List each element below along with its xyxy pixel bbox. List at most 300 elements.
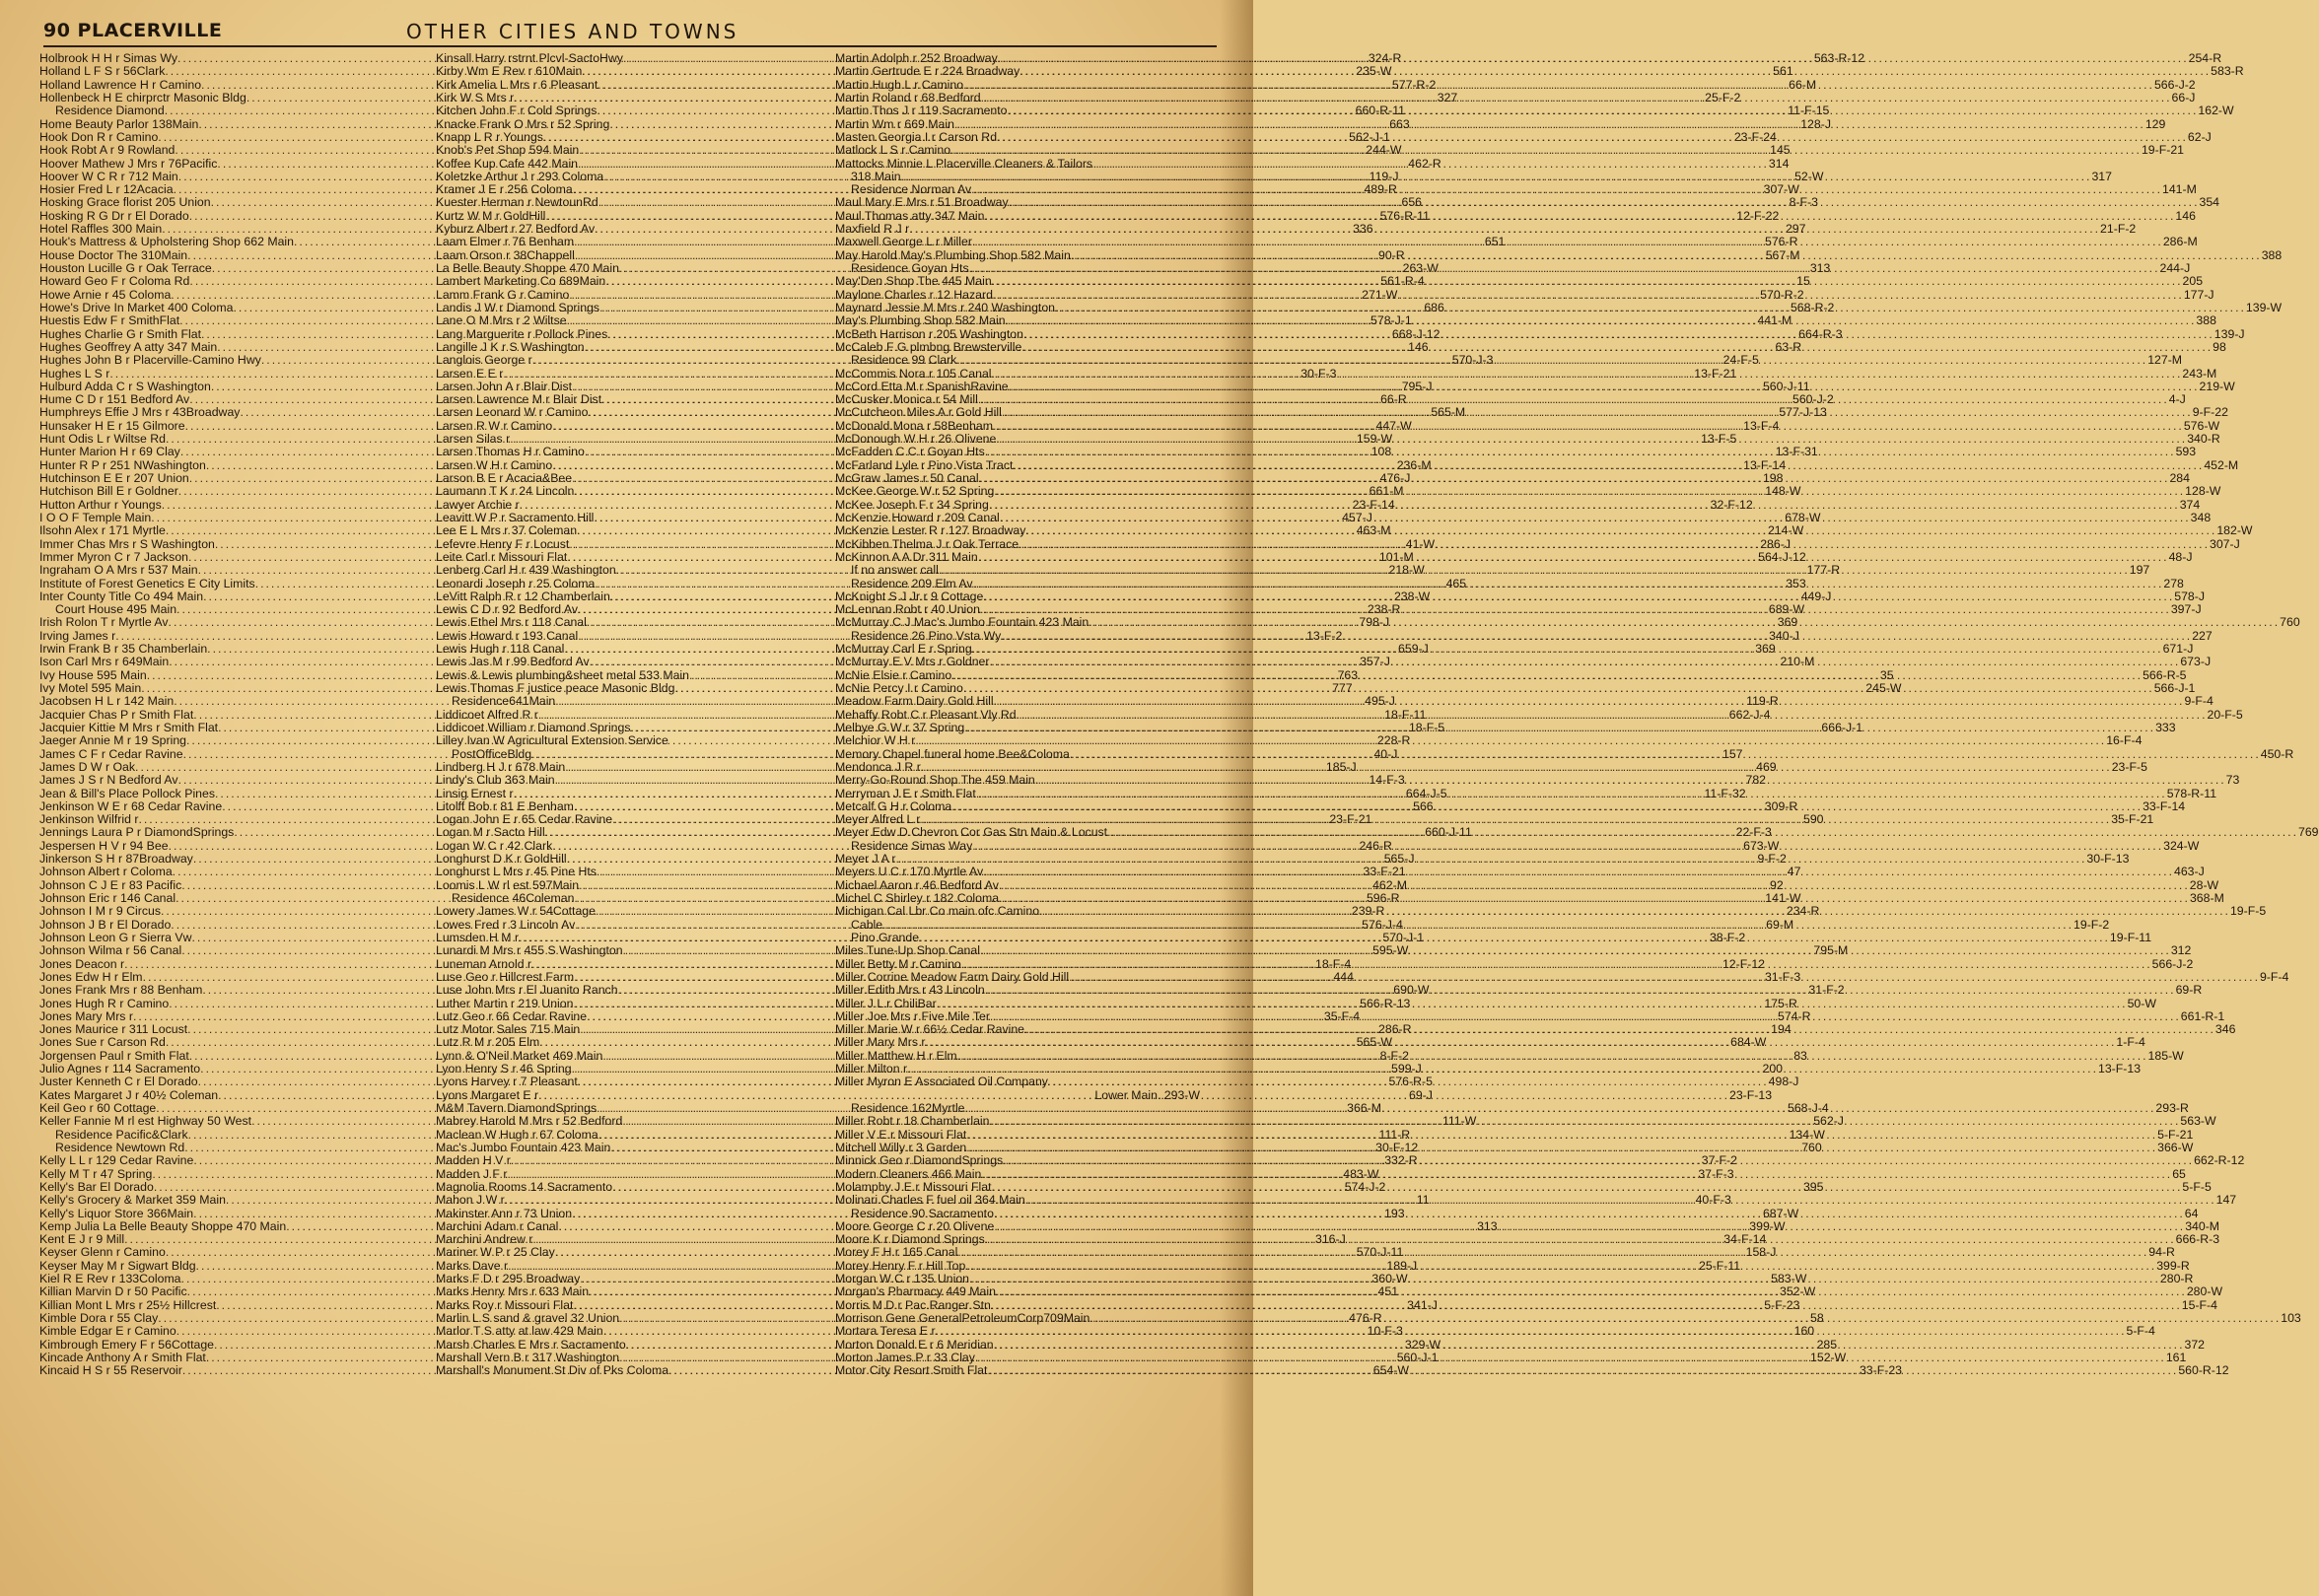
- leader-dots: [978, 393, 2169, 406]
- listing-name: House Doctor The 310Main: [39, 247, 188, 262]
- phone-number: 200: [1762, 1062, 1784, 1076]
- phone-number: 666-R-3: [2175, 1232, 2220, 1247]
- listing-name: Luneman Arnold r: [436, 956, 532, 971]
- listing-name: Marshall's Monument St Div of Pks Coloma: [436, 1363, 669, 1378]
- phone-number: 23-F-21: [1329, 812, 1372, 827]
- phone-number: 9-F-2: [1757, 852, 1787, 867]
- phone-number: 286-M: [2162, 235, 2198, 249]
- listing-name: Kurtz W M r GoldHill: [436, 208, 546, 223]
- listing-name: Johnson I M r 9 Circus: [39, 904, 162, 919]
- leader-dots: [1089, 616, 2280, 629]
- listing-name: McMurray E V Mrs r Goldner: [835, 655, 990, 669]
- leader-dots: [991, 1299, 2182, 1312]
- phone-number: 560-R-12: [2178, 1363, 2229, 1378]
- phone-number: 388: [2261, 247, 2283, 262]
- listing-name: Hoover W C R r 712 Main: [39, 169, 178, 183]
- listing-name: Mattocks Minnie L Placerville Cleaners & Tailors: [835, 156, 1093, 171]
- phone-number: 795-M: [1813, 943, 1849, 958]
- listing-name: Keil Geo r 60 Cottage: [39, 1101, 157, 1115]
- listing-name: Lynn & O'Neil Market 469 Main: [436, 1048, 603, 1063]
- leader-dots: [1001, 630, 2192, 643]
- listing-name: Moore K r Diamond Springs: [835, 1232, 985, 1247]
- phone-number: 32-F-12: [1710, 497, 1753, 512]
- phone-number: 13-F-14: [1743, 457, 1787, 472]
- phone-number: 689-W: [1768, 602, 1805, 617]
- leader-dots: [957, 1050, 2148, 1063]
- listing-name: Logan W C r 42 Clark: [436, 838, 553, 853]
- phone-number: 286-R: [1378, 1022, 1412, 1037]
- phone-number: 574-R: [1778, 1008, 1811, 1023]
- listing-name: Laam Orson r 38Chappell: [436, 247, 575, 262]
- phone-number: 177-J: [2183, 287, 2214, 302]
- phone-number: 35: [1879, 667, 1894, 682]
- listing-name: McCord Etta M r SpanishRavine: [835, 379, 1009, 393]
- listing-name: Johnson Leon G r Sierra Vw: [39, 930, 192, 944]
- listing-name: Kirk Amelia L Mrs r 6 Pleasant: [436, 77, 598, 92]
- phone-number: 210-M: [1780, 655, 1815, 669]
- listing-name: Magnolia Rooms 14 Sacramento: [436, 1179, 613, 1194]
- listing-name: Hotel Raffles 300 Main: [39, 222, 163, 237]
- listing-name: Martin Wm r 669 Main: [835, 116, 954, 131]
- phone-number: 565-W: [1356, 1035, 1392, 1050]
- listing-name: Melchior W H r: [835, 733, 916, 748]
- leader-dots: [985, 210, 2176, 223]
- phone-number: 278: [2163, 576, 2184, 590]
- phone-number: 354: [2199, 195, 2220, 210]
- phone-number: 366-W: [2157, 1140, 2194, 1154]
- leader-dots: [921, 761, 2112, 774]
- listing-name: McLennan Robt r 40 Union: [835, 602, 980, 617]
- leader-dots: [994, 1208, 2185, 1220]
- phone-number: 127-M: [2147, 353, 2183, 368]
- listing-name: McCaleb F G plmbng Brewsterville: [835, 339, 1022, 354]
- phone-number: 159-W: [1356, 432, 1393, 447]
- phone-number: 576-R-11: [1379, 208, 1430, 223]
- phone-number: 463-M: [1356, 523, 1391, 538]
- phone-number: 90-R: [1378, 247, 1405, 262]
- phone-number: 441-M: [1757, 313, 1792, 328]
- phone-number: 769: [2297, 825, 2319, 840]
- phone-number: 678-W: [1785, 510, 1821, 524]
- phone-number: 465: [1445, 576, 1467, 590]
- listing-name: Longhurst D K r GoldHill: [436, 852, 567, 867]
- listing-name: Maxwell George L r Miller: [835, 235, 972, 249]
- listing-name: Martin Adolph r 252 Broadway: [835, 51, 998, 65]
- phone-number: 567-M: [1765, 247, 1800, 262]
- listing-name: Marks F D r 295 Broadway: [436, 1272, 581, 1286]
- listing-name: Kimble Edgar E r Camino: [39, 1324, 176, 1339]
- phone-number: 13-F-31: [1775, 445, 1818, 459]
- listing-name: Luse Geo r Hillcrest Farm: [436, 969, 575, 984]
- listing-name: Jones Hugh R r Camino: [39, 996, 170, 1010]
- phone-number: 374: [2179, 497, 2201, 512]
- phone-number: 145: [1770, 143, 1791, 158]
- listing-name: Morrison Gene GeneralPetroleumCorp709Main: [835, 1311, 1090, 1325]
- phone-number: 576-R-5: [1388, 1075, 1433, 1089]
- listing-name: Kemp Julia La Belle Beauty Shoppe 470 Main: [39, 1218, 287, 1233]
- phone-number: 495-J: [1365, 694, 1395, 709]
- phone-number: 673-J: [2180, 655, 2212, 669]
- phone-number: 324-W: [2163, 838, 2200, 853]
- phone-number: 69-J: [1409, 1087, 1433, 1102]
- listing-name: Meadow Farm Dairy Gold Hill: [835, 694, 994, 709]
- listing-name: Immer Myron C r 7 Jackson: [39, 549, 189, 564]
- leader-dots: [1002, 406, 2193, 419]
- listing-row: [436, 734, 814, 747]
- listing-name: Liddicoet Alfred R r: [436, 707, 538, 722]
- phone-number: 228-R: [1376, 733, 1411, 748]
- listing-name: Mendonca J R r: [835, 759, 921, 774]
- listing-name: Hughes L S r: [39, 366, 110, 381]
- phone-number: 348: [2190, 510, 2212, 524]
- phone-number: 83: [1793, 1048, 1807, 1063]
- phone-number: 34-F-14: [1723, 1232, 1767, 1247]
- listing-name: McKibben Thelma J r Oak Terrace: [835, 536, 1019, 551]
- listing-name: Ilsohn Alex r 171 Myrtle: [39, 523, 166, 538]
- listing-name: Miller Corrine Meadow Farm Dairy Gold Hill: [835, 969, 1070, 984]
- leader-dots: [954, 118, 2145, 131]
- listing-name: Kirby Wm E Rev r 610Main: [436, 64, 583, 79]
- phone-number: 33-F-23: [1859, 1363, 1903, 1378]
- listing-name: Kent E J r 9 Mill: [39, 1232, 125, 1247]
- phone-number: 271-W: [1362, 287, 1398, 302]
- listing-name: Lamm Frank G r Camino: [436, 287, 570, 302]
- phone-number: 656: [1401, 195, 1423, 210]
- listing-name: Luse John Mrs r El Juanito Ranch: [436, 983, 618, 998]
- listing-name: Hunter Marion H r 69 Clay: [39, 445, 180, 459]
- listing-name: Humphreys Effie J Mrs r 43Broadway: [39, 405, 241, 420]
- listing-name: McMurray Carl E r Spring: [835, 642, 972, 657]
- listing-name: Kirk W S Mrs r: [436, 90, 515, 104]
- listing-name: Keyser Glenn r Camino: [39, 1245, 166, 1260]
- phone-number: 5-F-4: [2126, 1324, 2155, 1339]
- listing-name: Kincade Anthony A r Smith Flat: [39, 1350, 206, 1364]
- phone-number: 659-J: [1398, 642, 1429, 657]
- listing-name: Lewis Jas M r 99 Bedford Av: [436, 655, 590, 669]
- phone-number: 40-F-3: [1695, 1193, 1731, 1208]
- phone-number: 141-W: [1765, 891, 1801, 905]
- listing-name: Residence Norman Av: [851, 182, 972, 197]
- phone-number: 340-R: [2187, 432, 2220, 447]
- phone-number: 19-F-5: [2229, 904, 2267, 919]
- listing-name: McNie Elsie r Camino: [835, 667, 952, 682]
- phone-number: 684-W: [1730, 1035, 1767, 1050]
- listing-name: Ingraham O A Mrs r 537 Main: [39, 563, 198, 578]
- phone-number: 9-F-22: [2192, 405, 2228, 420]
- listing-name: Houston Lucille G r Oak Terrace: [39, 261, 212, 275]
- listing-name: Martin Thos J r 119 Sacramento: [835, 104, 1008, 118]
- phone-number: 368-M: [2189, 891, 2224, 905]
- phone-number: 570-J-3: [1451, 353, 1494, 368]
- phone-number: 563-W: [2180, 1114, 2216, 1129]
- phone-number: 313: [1809, 261, 1831, 275]
- phone-number: 129: [2144, 116, 2166, 131]
- listing-name: Johnson J B r El Dorado: [39, 917, 172, 932]
- listing-name: Miller Mary Mrs r: [835, 1035, 926, 1050]
- phone-number: 175-R: [1764, 996, 1797, 1010]
- listing-name: Lyons Harvey r 7 Pleasant: [436, 1075, 578, 1089]
- phone-number: 566-R-13: [1360, 996, 1411, 1010]
- leader-dots: [1107, 826, 2298, 839]
- listing-name: Morris M D r Pac Ranger Stn: [835, 1297, 991, 1312]
- listing-name: Residence 162Myrtle: [851, 1101, 965, 1115]
- phone-number: 449-J: [1800, 589, 1832, 603]
- listing-name: Killian Mont L Mrs r 25½ Hillcrest: [39, 1297, 217, 1312]
- listing-name: Hook Don R r Camino: [39, 129, 159, 144]
- phone-number: 245-W: [1865, 681, 1902, 695]
- listing-name: McCommis Nora r 105 Canal: [835, 366, 992, 381]
- page-number: 90 PLACERVILLE: [43, 20, 223, 41]
- leader-dots: [965, 1260, 2156, 1273]
- phone-number: 662-J-4: [1728, 707, 1771, 722]
- listing-name: Kyburz Albert r 27 Bedford Av: [436, 222, 596, 237]
- listing-name: McKee Joseph F r 34 Spring: [835, 497, 989, 512]
- leader-dots: [1019, 65, 2211, 78]
- listing-name: Lunardi M Mrs r 455 S Washington: [436, 943, 623, 958]
- listing-name: Marks Henry Mrs r 633 Main: [436, 1284, 590, 1299]
- listing-name: Lewis C D r 92 Bedford Av: [436, 602, 578, 617]
- phone-number: 483-W: [1343, 1166, 1379, 1181]
- listing-name: Jones Edw H r Elm: [39, 969, 143, 984]
- listing-name: Miller Joe Mrs r Five Mile Ter: [835, 1008, 990, 1023]
- listing-name: Miller Myron E Associated Oil Company: [835, 1075, 1048, 1089]
- phone-number: 578-J-1: [1370, 313, 1412, 328]
- leader-dots: [966, 1142, 2157, 1154]
- leader-dots: [920, 813, 2111, 826]
- listing-name: Kates Margaret J r 40½ Coleman: [39, 1087, 219, 1102]
- listing-name: Larsen W H r Camino: [436, 457, 553, 472]
- listing-name: Irwin Frank B r 35 Chamberlain: [39, 642, 208, 657]
- phone-number: 198: [1762, 471, 1784, 485]
- phone-number: 22-F-3: [1735, 825, 1772, 840]
- leader-dots: [989, 499, 2180, 512]
- listing-name: Memory Chapel funeral home Bee&Coloma: [835, 746, 1070, 761]
- leader-dots: [1035, 774, 2226, 787]
- listing-name: Lilley Ivan W Agricultural Extension Service: [436, 733, 668, 748]
- phone-number: 654-W: [1372, 1363, 1409, 1378]
- listing-name: Marchini Adam r Canal: [436, 1218, 559, 1233]
- phone-number: 13-F-5: [1701, 432, 1737, 447]
- phone-number: 33-F-14: [2143, 798, 2186, 813]
- listing-name: Metcalf G H r Coloma: [835, 798, 952, 813]
- phone-number: 570-R-2: [1760, 287, 1804, 302]
- leader-dots: [994, 695, 2185, 708]
- leader-dots: [971, 183, 2162, 196]
- listing-name: Loomis L W rl est 597Main: [436, 877, 580, 892]
- listing-name: Marshall Vern B r 317 Washington: [436, 1350, 620, 1364]
- listing-name: Knapp L R r Youngs: [436, 129, 543, 144]
- phone-number: 19-F-21: [2141, 143, 2185, 158]
- listing-name: Miller Robt r 18 Chamberlain: [835, 1114, 990, 1129]
- phone-number: 565-J: [1383, 852, 1415, 867]
- listing-name: Residence Simas Way: [851, 838, 973, 853]
- listing-name: Knob's Pet Shop 594 Main: [436, 143, 580, 158]
- listing-name: Hutchinson E E r 207 Union: [39, 471, 189, 485]
- phone-number: 450-R: [2260, 746, 2294, 761]
- phone-number: 661-R-1: [2180, 1008, 2225, 1023]
- listing-name: Kiel R E Rev r 133Coloma: [39, 1272, 181, 1286]
- phone-number: 590: [1802, 812, 1824, 827]
- phone-number: 128-J: [1800, 116, 1831, 131]
- listing-name: Kelly's Bar El Dorado: [39, 1179, 154, 1194]
- phone-number: 476-J: [1379, 471, 1411, 485]
- phone-number: 161: [2165, 1350, 2187, 1364]
- listing-name: Koffee Kup Cafe 442 Main: [436, 156, 579, 171]
- listing-name: Laam Elmer r 76 Benham: [436, 235, 575, 249]
- phone-number: 327: [1437, 90, 1458, 104]
- listing-name: Lutz Geo r 66 Cedar Ravine: [436, 1008, 588, 1023]
- phone-number: 562-J: [1813, 1114, 1844, 1129]
- listing-name: Hunsaker H E r 15 Gilmore: [39, 418, 185, 433]
- listing-row: [835, 158, 1200, 171]
- listing-name: Holbrook H H r Simas Wy: [39, 51, 177, 65]
- listing-name: Residence641Main: [452, 694, 556, 709]
- listing-name: Hoover Mathew J Mrs r 76Pacific: [39, 156, 218, 171]
- listing-name: Longhurst L Mrs r 45 Pine Hts: [436, 865, 597, 879]
- phone-number: 30-F-13: [2086, 852, 2130, 867]
- phone-number: 662-R-12: [2194, 1153, 2245, 1168]
- phone-number: 94-R: [2148, 1245, 2175, 1260]
- listing-name: McDonald Mona r 58Benham: [835, 418, 993, 433]
- phone-number: 30-F-12: [1375, 1140, 1419, 1154]
- listing-name: Larsen R W r Camino: [436, 418, 553, 433]
- phone-number: 48-J: [2168, 549, 2193, 564]
- listing-name: Huestis Edw F r SmithFlat: [39, 313, 180, 328]
- phone-number: 58: [1810, 1311, 1824, 1325]
- listing-name: Home Beauty Parlor 138Main: [39, 116, 199, 131]
- listing-name: Hosking Grace florist 205 Union: [39, 195, 211, 210]
- phone-number: 139-J: [2214, 326, 2245, 341]
- listing-name: Jacquier Chas P r Smith Flat: [39, 707, 194, 722]
- phone-number: 462-M: [1372, 877, 1407, 892]
- listing-name: Merry-Go-Round Shop The 459 Main: [835, 773, 1035, 788]
- listing-name: Lowes Fred r 3 Lincoln Av: [436, 917, 576, 932]
- phone-number: 666-J-1: [1821, 720, 1863, 734]
- listing-name: Meyer J A r: [835, 852, 896, 867]
- listing-name: Mahon J W r: [436, 1193, 505, 1208]
- listing-name: Lang Marguerite r Pollock Pines: [436, 326, 608, 341]
- phone-number: 340-M: [2185, 1218, 2220, 1233]
- listing-name: Martin Hugh L r Camino: [835, 77, 964, 92]
- phone-number: 50-W: [2127, 996, 2156, 1010]
- listing-name: Marks Dave r: [436, 1258, 509, 1273]
- listing-name: Kelly L L r 129 Cedar Ravine: [39, 1153, 194, 1168]
- listing-name: James C F r Cedar Ravine: [39, 746, 183, 761]
- leader-dots: [1019, 538, 2210, 551]
- phone-number: 340-J: [1769, 628, 1799, 643]
- phone-number: 690-W: [1393, 983, 1430, 998]
- listing-name: Hughes Geoffrey A atty 347 Main: [39, 339, 218, 354]
- phone-number: 284: [2169, 471, 2190, 485]
- leader-dots: [997, 131, 2188, 144]
- phone-number: 352-W: [1780, 1284, 1816, 1299]
- listing-name: May Harold May's Plumbing Shop 582 Main: [835, 247, 1071, 262]
- phone-number: 23-F-5: [2111, 759, 2147, 774]
- leader-dots: [996, 433, 2187, 446]
- leader-dots: [999, 892, 2190, 905]
- leader-dots: [1069, 971, 2260, 984]
- leader-dots: [1071, 249, 2262, 262]
- phone-number: 108: [1370, 445, 1392, 459]
- listing-name: Morgan's Pharmacy 449 Main: [835, 1284, 996, 1299]
- phone-number: 661-M: [1369, 484, 1404, 499]
- phone-number: 219-W: [2199, 379, 2235, 393]
- phone-number: 15: [1796, 274, 1810, 289]
- listing-name: James J S r N Bedford Av: [39, 773, 178, 788]
- listing-name: Lutz Motor Sales 715 Main: [436, 1022, 581, 1037]
- phone-number: 134-W: [1789, 1127, 1825, 1142]
- leader-dots: [937, 998, 2128, 1010]
- phone-number: 578-J: [2174, 589, 2205, 603]
- listing-name: James D W r Oak: [39, 759, 136, 774]
- phone-number: 566: [1413, 798, 1434, 813]
- listing-name: Michael Aaron r 46 Bedford Av: [835, 877, 999, 892]
- listing-name: Julio Agnes r 114 Sacramento: [39, 1062, 201, 1076]
- listing-name: Hughes John B r Placerville-Camino Hwy: [39, 353, 261, 368]
- listing-name: LeVitt Ralph R r 12 Chamberlain: [436, 589, 610, 603]
- listing-name: Lyon Henry S r 46 Spring: [436, 1062, 572, 1076]
- phone-number: 562-J-1: [1349, 129, 1390, 144]
- listing-name: Laumann T K r 24 Lincoln: [436, 484, 575, 499]
- phone-number: 128-W: [2185, 484, 2221, 499]
- phone-number: 8-F-3: [1789, 195, 1818, 210]
- phone-number: 578-R-11: [2166, 786, 2217, 800]
- phone-number: 566-J-2: [2151, 956, 2194, 971]
- phone-number: 11-F-15: [1788, 104, 1830, 118]
- phone-number: 577-R-2: [1391, 77, 1437, 92]
- leader-dots: [956, 354, 2147, 367]
- listing-name: Hollenbeck H E chirprctr Masonic Bldg: [39, 90, 246, 104]
- listing-name: Jacobsen H L r 142 Main: [39, 694, 175, 709]
- phone-number: 218-W: [1388, 563, 1425, 578]
- phone-number: 73: [2225, 773, 2240, 788]
- listing-name: Lower Main: [1094, 1087, 1158, 1102]
- listing-name: Masten Georgia I r Carson Rd: [835, 129, 998, 144]
- phone-number: 760: [1801, 1140, 1822, 1154]
- listing-name: Residence Pacific&Clark: [55, 1127, 188, 1142]
- listing-name: Kincaid H S r 55 Reservoir: [39, 1363, 182, 1378]
- phone-number: 197: [2129, 563, 2150, 578]
- phone-number: 92: [1770, 877, 1784, 892]
- listing-name: I O O F Temple Main: [39, 510, 152, 524]
- listing-name: Larsen John A r Blair Dist: [436, 379, 573, 393]
- leader-dots: [1039, 905, 2230, 918]
- listing-name: Jespersen H V r 94 Bee: [39, 838, 169, 853]
- phone-number: 13-F-21: [1694, 366, 1737, 381]
- listing-name: Irish Rolon T r Myrtle Av: [39, 615, 169, 630]
- listing-name: Court House 495 Main: [55, 602, 177, 617]
- listing-name: Residence Diamond: [55, 104, 165, 118]
- listing-name: PostOfficeBldg: [452, 746, 532, 761]
- phone-number: 469: [1756, 759, 1777, 774]
- phone-number: 63-R: [1775, 339, 1802, 354]
- leader-dots: [987, 1364, 2178, 1377]
- listing-name: Howe Arnie r 45 Coloma: [39, 287, 172, 302]
- phone-number: 64: [2184, 1206, 2199, 1220]
- phone-number: 660-J-11: [1425, 825, 1472, 840]
- phone-number: 9-F-4: [2184, 694, 2214, 709]
- leader-dots: [989, 656, 2180, 668]
- leader-dots: [964, 722, 2155, 734]
- leader-dots: [972, 840, 2163, 853]
- phone-number: 193: [1384, 1206, 1405, 1220]
- listing-name: Madden H V r: [436, 1153, 511, 1168]
- phone-number: 21-F-2: [2100, 222, 2137, 237]
- listing-name: Logan John E r 65 Cedar Ravine: [436, 812, 613, 827]
- listing-name: McBeth Harrison r 205 Washington: [835, 326, 1023, 341]
- listing-name: Hutchison Bill E r Goldner: [39, 484, 178, 499]
- phone-number: 576-R: [1765, 235, 1798, 249]
